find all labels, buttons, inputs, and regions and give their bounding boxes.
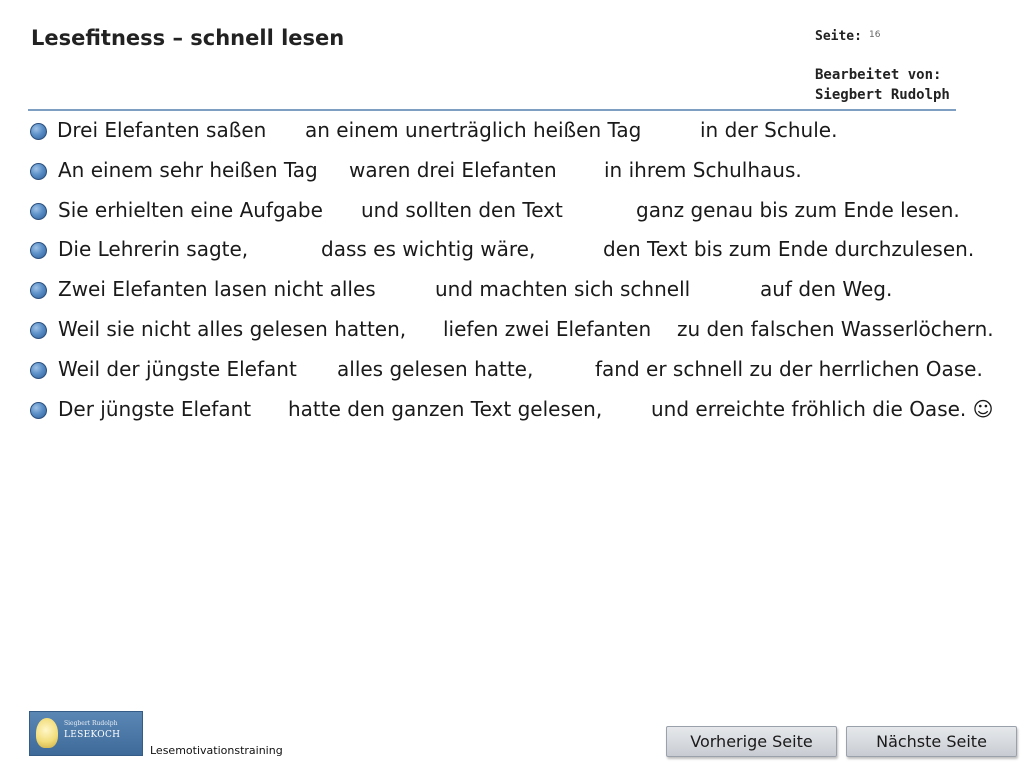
- phrase-part-3: ganz genau bis zum Ende lesen.: [636, 198, 960, 222]
- lightbulb-icon: [36, 718, 58, 748]
- sentence-line: [0, 275, 1024, 305]
- phrase-part-2: alles gelesen hatte,: [337, 357, 534, 381]
- bullet-icon: [30, 282, 47, 299]
- previous-page-button[interactable]: Vorherige Seite: [666, 726, 837, 757]
- phrase-part-1: Weil sie nicht alles gelesen hatten,: [58, 317, 407, 341]
- phrase-part-2: und machten sich schnell: [435, 277, 691, 301]
- phrase-part-2: hatte den ganzen Text gelesen,: [288, 397, 603, 421]
- phrase-part-3: zu den falschen Wasserlöchern.: [677, 317, 994, 341]
- next-page-button[interactable]: Nächste Seite: [846, 726, 1017, 757]
- sentence-line: [0, 116, 1024, 146]
- bullet-icon: [30, 123, 47, 140]
- sentence-line: [0, 395, 1024, 425]
- bullet-icon: [30, 362, 47, 379]
- bullet-icon: [30, 402, 47, 419]
- page-number: 16: [869, 30, 881, 40]
- bullet-icon: [30, 163, 47, 180]
- phrase-part-3: in der Schule.: [700, 118, 838, 142]
- phrase-part-2: an einem unerträglich heißen Tag: [305, 118, 642, 142]
- page-title: Lesefitness – schnell lesen: [31, 26, 345, 50]
- logo-author: Siegbert Rudolph: [64, 720, 118, 727]
- edited-by-label: Bearbeitet von:: [815, 67, 942, 83]
- page-label: Seite:: [815, 29, 862, 44]
- sentence-line: [0, 235, 1024, 265]
- phrase-part-3: fand er schnell zu der herrlichen Oase.: [595, 357, 983, 381]
- phrase-part-1: An einem sehr heißen Tag: [58, 158, 318, 182]
- sentence-line: [0, 355, 1024, 385]
- header-divider: [28, 109, 956, 111]
- footer-caption: Lesemotivationstraining: [150, 744, 283, 757]
- phrase-part-1: Weil der jüngste Elefant: [58, 357, 297, 381]
- phrase-part-1: Die Lehrerin sagte,: [58, 237, 249, 261]
- phrase-part-1: Zwei Elefanten lasen nicht alles: [58, 277, 376, 301]
- phrase-part-2: dass es wichtig wäre,: [321, 237, 536, 261]
- phrase-part-3: in ihrem Schulhaus.: [604, 158, 802, 182]
- sentence-line: [0, 156, 1024, 186]
- lesekoch-logo: [29, 711, 143, 756]
- bullet-icon: [30, 203, 47, 220]
- bullet-icon: [30, 322, 47, 339]
- sentence-line: [0, 196, 1024, 226]
- phrase-part-3: den Text bis zum Ende durchzulesen.: [603, 237, 975, 261]
- phrase-part-1: Drei Elefanten saßen: [57, 118, 267, 142]
- phrase-part-3: und erreichte fröhlich die Oase. ☺: [651, 397, 994, 421]
- logo-brand: LESEKOCH: [64, 730, 121, 740]
- edited-by-name: Siegbert Rudolph: [815, 87, 950, 103]
- bullet-icon: [30, 242, 47, 259]
- phrase-part-3: auf den Weg.: [760, 277, 893, 301]
- sentence-line: [0, 315, 1024, 345]
- phrase-part-1: Sie erhielten eine Aufgabe: [58, 198, 323, 222]
- phrase-part-2: und sollten den Text: [361, 198, 563, 222]
- phrase-part-2: waren drei Elefanten: [349, 158, 557, 182]
- phrase-part-2: liefen zwei Elefanten: [443, 317, 652, 341]
- phrase-part-1: Der jüngste Elefant: [58, 397, 252, 421]
